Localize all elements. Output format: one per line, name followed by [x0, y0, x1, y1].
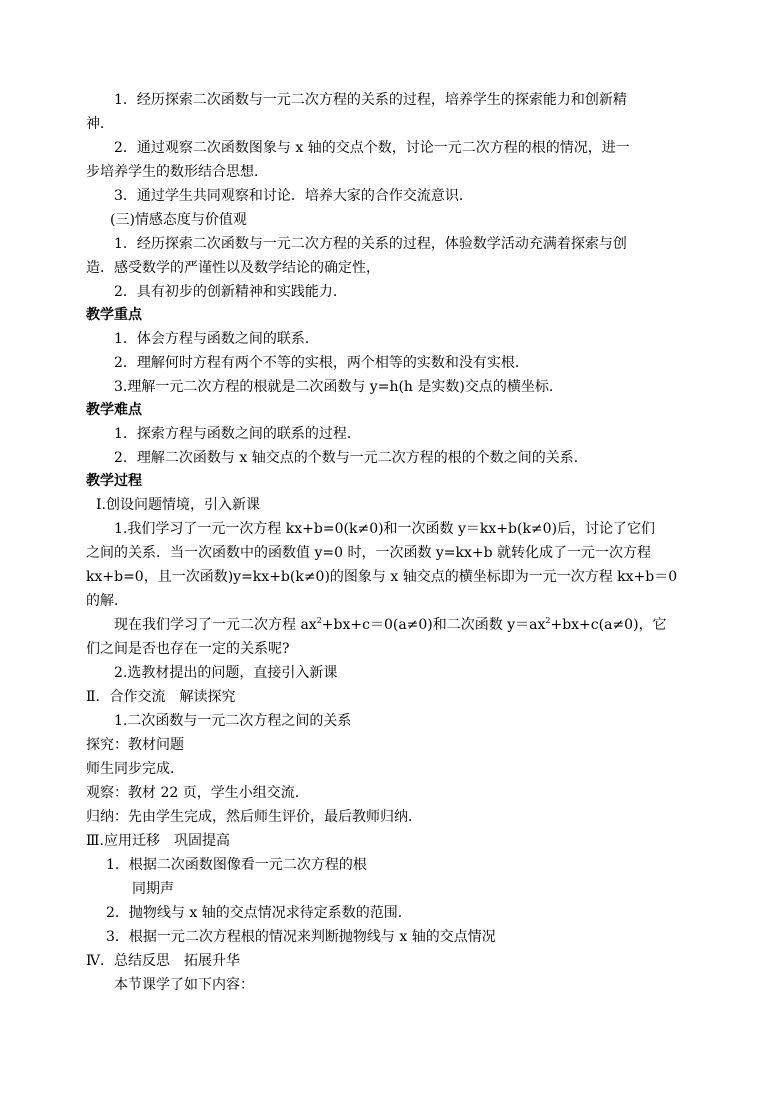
- text-line: 造．感受数学的严谨性以及数学结论的确定性，: [86, 260, 380, 276]
- text-line: 1.我们学习了一元一次方程 kx+b=0(k≠0)和一次函数 y＝kx+b(k≠0)后，讨论了它们: [114, 521, 656, 537]
- section-subheading: Ⅲ.应用迁移 巩固提高: [86, 833, 230, 849]
- text-segment: +bx+c(a≠0)，它: [550, 617, 667, 633]
- text-line: 2．理解何时方程有两个不等的实根，两个相等的实数和没有实根．: [114, 355, 529, 371]
- text-line: 探究：教材问题: [86, 737, 184, 753]
- text-line: 3.理解一元二次方程的根就是二次函数与 y=h(h 是实数)交点的横坐标．: [114, 379, 563, 395]
- text-line: 1．经历探索二次函数与一元二次方程的关系的过程，体验数学活动充满着探索与创: [114, 236, 627, 252]
- text-line: 1．根据二次函数图像看一元二次方程的根: [106, 857, 367, 873]
- text-segment: 现在我们学习了一元二次方程 ax: [114, 617, 317, 633]
- text-line: 1．体会方程与函数之间的联系．: [114, 331, 319, 347]
- section-heading: 教学难点: [86, 402, 142, 418]
- text-line: 本节课学了如下内容：: [114, 977, 254, 993]
- text-line: 同期声: [132, 881, 174, 897]
- text-line: 1.二次函数与一元二次方程之间的关系: [114, 713, 352, 729]
- section-heading: 教学重点: [86, 307, 142, 323]
- text-line: 之间的关系．当一次函数中的函数值 y=0 时，一次函数 y=kx+b 就转化成了一元一次方程: [86, 545, 652, 561]
- text-segment: +bx+c＝0(a≠0)和二次函数 y＝ax: [321, 617, 546, 633]
- text-line: 1．经历探索二次函数与一元二次方程的关系的过程，培养学生的探索能力和创新精: [114, 92, 627, 108]
- superscript: 2: [545, 616, 551, 625]
- text-line: 神．: [86, 116, 114, 132]
- text-line: 3．根据一元二次方程根的情况来判断抛物线与 x 轴的交点情况: [106, 929, 496, 945]
- text-line: 3．通过学生共同观察和讨论．培养大家的合作交流意识．: [114, 188, 473, 204]
- section-subheading: Ⅳ．总结反思 拓展升华: [86, 953, 240, 969]
- text-line: 归纳：先由学生完成，然后师生评价，最后教师归纳．: [86, 809, 422, 825]
- text-line: 2．抛物线与 x 轴的交点情况求待定系数的范围．: [106, 905, 412, 921]
- section-subheading: Ⅰ.创设问题情境，引入新课: [96, 497, 260, 513]
- section-subheading: (三)情感态度与价值观: [110, 212, 247, 228]
- section-subheading: Ⅱ．合作交流 解读探究: [86, 689, 236, 705]
- text-line: kx+b=0，且一次函数)y=kx+b(k≠0)的图象与 x 轴交点的横坐标即为一元一次方程 kx+b＝0: [86, 569, 678, 585]
- section-heading: 教学过程: [86, 473, 142, 489]
- text-line: [86, 615, 724, 635]
- text-line: 观察：教材 22 页，学生小组交流．: [86, 785, 309, 801]
- text-line: 2．通过观察二次函数图象与 x 轴的交点个数，讨论一元二次方程的根的情况，进一: [114, 140, 630, 156]
- text-line: 师生同步完成．: [86, 761, 184, 777]
- text-line: 2．具有初步的创新精神和实践能力．: [114, 284, 347, 300]
- text-line: 的解．: [86, 593, 128, 609]
- text-line: 2．理解二次函数与 x 轴交点的个数与一元二次方程的根的个数之间的关系．: [114, 450, 588, 466]
- text-line: 步培养学生的数形结合思想．: [86, 164, 268, 180]
- text-line: 1．探索方程与函数之间的联系的过程．: [114, 426, 361, 442]
- text-line: 2.选教材提出的问题，直接引入新课: [114, 665, 338, 681]
- text-line: 们之间是否也存在一定的关系呢?: [86, 641, 290, 657]
- superscript: 2: [316, 616, 322, 625]
